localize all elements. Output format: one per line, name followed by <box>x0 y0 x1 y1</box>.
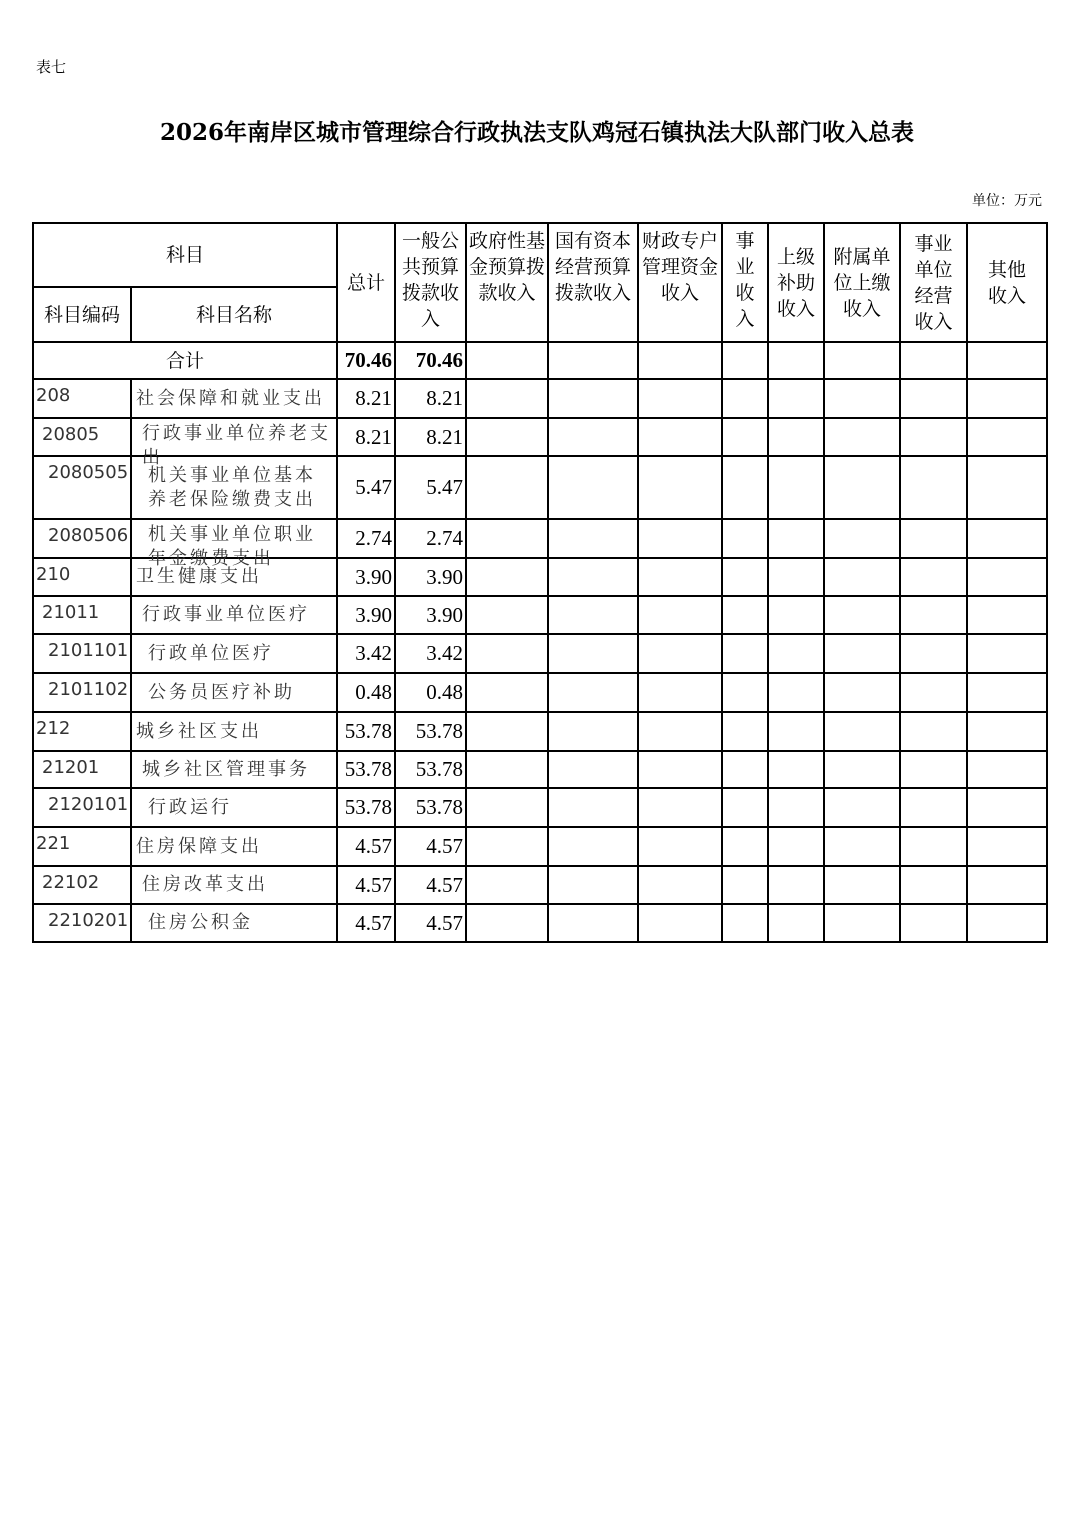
header-superior-subsidy: 上级补助收入 <box>768 223 824 342</box>
subject-name: 城乡社区管理事务 <box>131 751 337 788</box>
subject-code: 2120101 <box>33 788 131 827</box>
table-row <box>33 519 1047 558</box>
table-row <box>33 712 1047 751</box>
subject-name: 机关事业单位职业年金缴费支出 <box>131 519 337 558</box>
total-amount: 4.57 <box>337 827 395 866</box>
subject-code: 212 <box>33 712 131 751</box>
subject-code: 2210201 <box>33 904 131 942</box>
table-row <box>33 827 1047 866</box>
subject-code: 22102 <box>33 866 131 904</box>
subject-name: 社会保障和就业支出 <box>131 379 337 418</box>
total-amount: 2.74 <box>337 519 395 558</box>
general-budget-amount: 3.90 <box>395 558 466 596</box>
general-budget-amount: 2.74 <box>395 519 466 558</box>
general-budget-amount: 8.21 <box>395 418 466 456</box>
header-code: 科目编码 <box>33 287 131 342</box>
header-special-account: 财政专户管理资金收入 <box>638 223 722 342</box>
subject-code: 208 <box>33 379 131 418</box>
subject-name: 住房公积金 <box>131 904 337 942</box>
table-number-label: 表七 <box>36 58 67 76</box>
subject-code: 210 <box>33 558 131 596</box>
subject-code: 2080505 <box>33 456 131 519</box>
unit-label: 单位：万元 <box>972 193 1042 209</box>
table-row <box>33 904 1047 942</box>
total-amount: 5.47 <box>337 456 395 519</box>
total-row <box>33 342 1047 379</box>
subject-name: 行政单位医疗 <box>131 634 337 673</box>
header-business-income: 事业收入 <box>722 223 768 342</box>
total-amount: 0.48 <box>337 673 395 712</box>
subject-code: 20805 <box>33 418 131 456</box>
header-subject: 科目 <box>33 223 337 287</box>
subject-code: 2080506 <box>33 519 131 558</box>
header-total: 总计 <box>337 223 395 342</box>
subject-name: 城乡社区支出 <box>131 712 337 751</box>
general-budget-amount: 53.78 <box>395 751 466 788</box>
income-summary-table <box>32 222 1048 943</box>
general-budget-amount: 4.57 <box>395 904 466 942</box>
subject-code: 221 <box>33 827 131 866</box>
header-other-income: 其他收入 <box>967 223 1047 342</box>
subject-name: 住房保障支出 <box>131 827 337 866</box>
total-label: 合计 <box>33 342 337 379</box>
subject-code: 21011 <box>33 596 131 634</box>
table-row <box>33 634 1047 673</box>
general-budget-amount: 3.42 <box>395 634 466 673</box>
total-amount: 8.21 <box>337 418 395 456</box>
total-amount: 53.78 <box>337 788 395 827</box>
subject-code: 2101101 <box>33 634 131 673</box>
header-state-capital: 国有资本经营预算拨款收入 <box>548 223 638 342</box>
subject-code: 21201 <box>33 751 131 788</box>
total-amount: 3.90 <box>337 596 395 634</box>
general-budget-amount: 53.78 <box>395 712 466 751</box>
general-budget-amount: 5.47 <box>395 456 466 519</box>
table-row <box>33 788 1047 827</box>
total-amount: 53.78 <box>337 712 395 751</box>
table-row <box>33 751 1047 788</box>
subject-name: 卫生健康支出 <box>131 558 337 596</box>
table-row <box>33 379 1047 418</box>
table-row <box>33 866 1047 904</box>
header-fund-budget: 政府性基金预算拨款收入 <box>466 223 548 342</box>
general-budget-amount: 0.48 <box>395 673 466 712</box>
general-budget-amount: 4.57 <box>395 827 466 866</box>
subject-name: 公务员医疗补助 <box>131 673 337 712</box>
general-budget-amount: 4.57 <box>395 866 466 904</box>
total-amount: 8.21 <box>337 379 395 418</box>
total-amount: 53.78 <box>337 751 395 788</box>
general-budget-amount: 53.78 <box>395 788 466 827</box>
total-amount: 4.57 <box>337 904 395 942</box>
subject-name: 住房改革支出 <box>131 866 337 904</box>
general-budget-amount: 8.21 <box>395 379 466 418</box>
table-row <box>33 418 1047 456</box>
header-name: 科目名称 <box>131 287 337 342</box>
table-row <box>33 456 1047 519</box>
total-amount: 4.57 <box>337 866 395 904</box>
subject-name: 行政运行 <box>131 788 337 827</box>
subject-name: 机关事业单位基本养老保险缴费支出 <box>131 456 337 519</box>
total-amount: 70.46 <box>337 342 395 379</box>
total-amount: 3.42 <box>337 634 395 673</box>
total-amount: 3.90 <box>337 558 395 596</box>
table-row <box>33 596 1047 634</box>
header-affiliated-income: 附属单位上缴收入 <box>824 223 900 342</box>
header-operating-income: 事业单位经营收入 <box>900 223 967 342</box>
total-general-amount: 70.46 <box>395 342 466 379</box>
subject-name: 行政事业单位医疗 <box>131 596 337 634</box>
header-general-budget: 一般公共预算拨款收入 <box>395 223 466 342</box>
subject-code: 2101102 <box>33 673 131 712</box>
table-row <box>33 673 1047 712</box>
page-title: 2026年南岸区城市管理综合行政执法支队鸡冠石镇执法大队部门收入总表 <box>159 119 914 146</box>
general-budget-amount: 3.90 <box>395 596 466 634</box>
subject-name: 行政事业单位养老支出 <box>131 418 337 456</box>
